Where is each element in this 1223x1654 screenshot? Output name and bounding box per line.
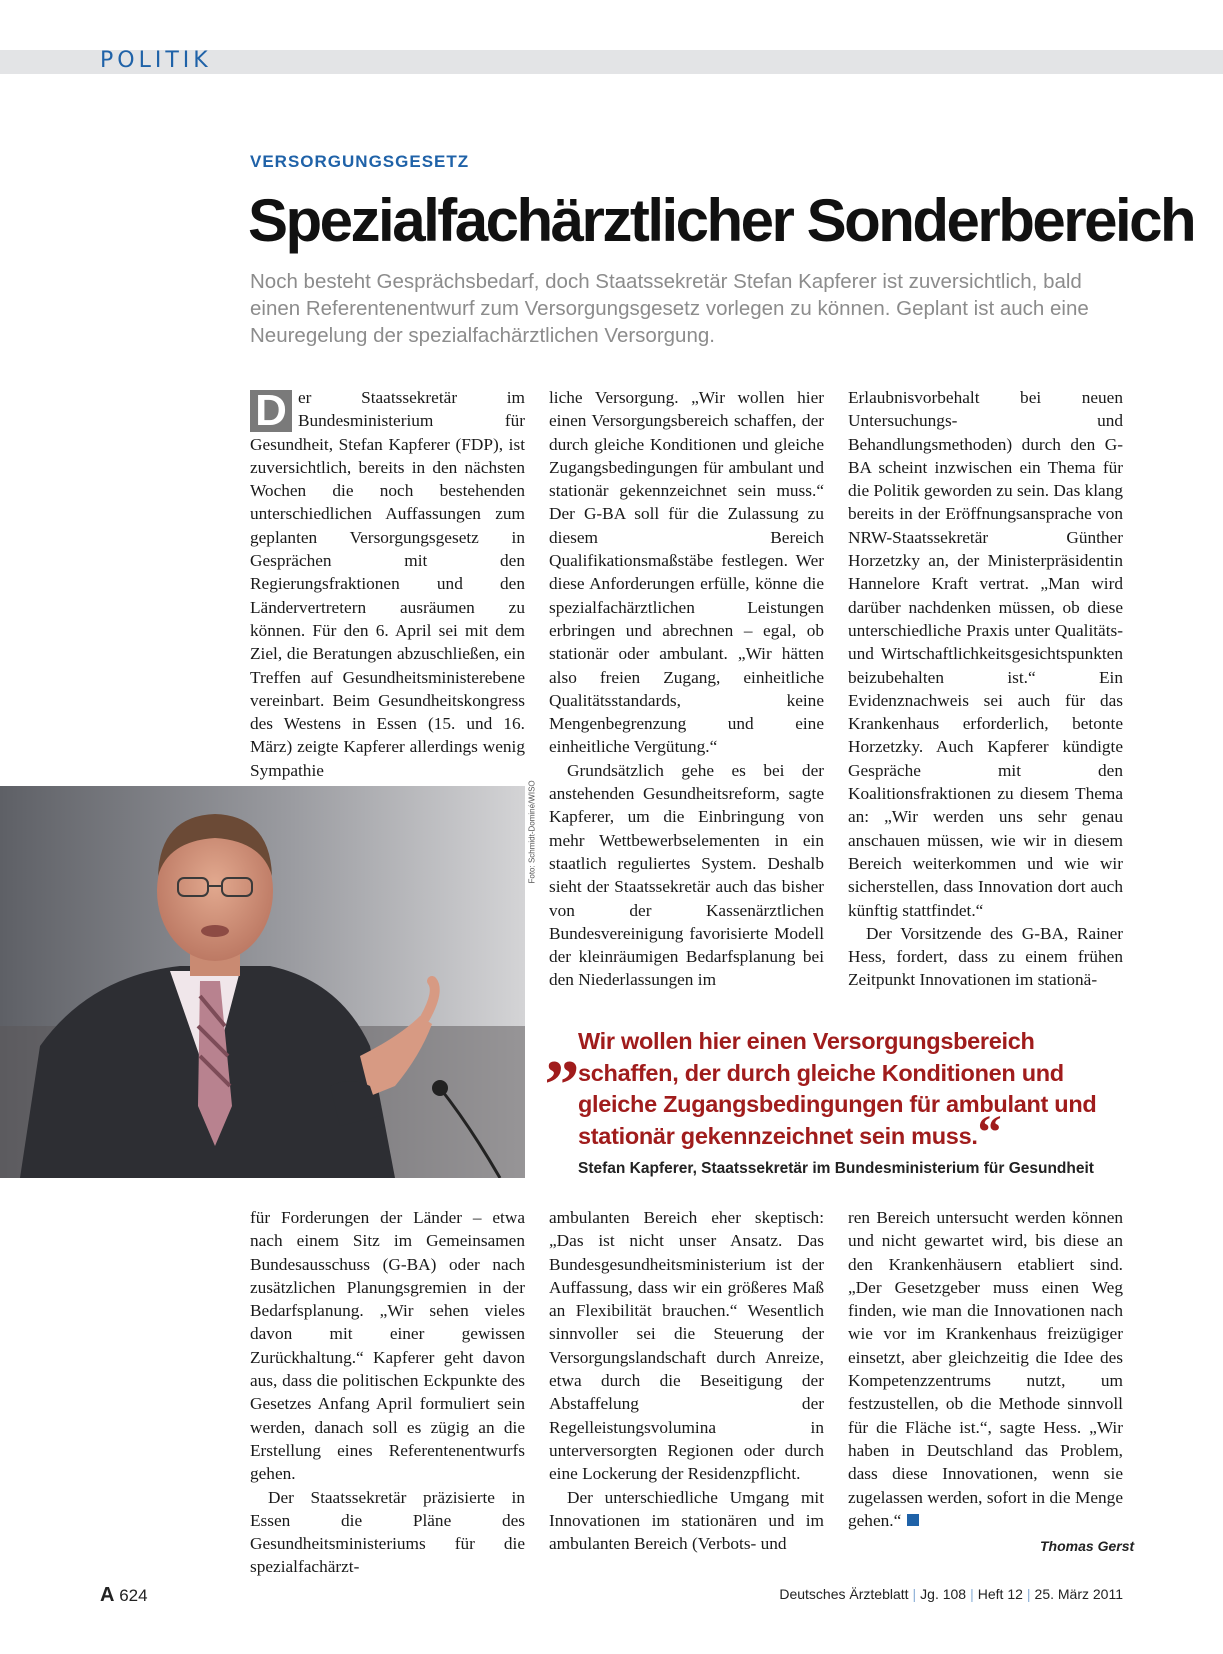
article-kicker: VERSORGUNGSGESETZ bbox=[250, 152, 470, 171]
upper-column-2 bbox=[549, 386, 824, 992]
lower-col2-para-2: Der unterschiedliche Umgang mit Innovationen im stationären und im ambulanten Bereich (Verbots- und bbox=[549, 1487, 824, 1554]
article-headline: Spezialfachärztlicher Sonderbereich bbox=[248, 187, 1195, 254]
drop-cap: D bbox=[250, 390, 292, 432]
upper-col2-para-1: liche Versorgung. „Wir wollen hier einen Versorgungsbereich schaffen, der durch gleiche Konditionen und gleiche Zugangsbedingungen für ambulant und stationär gekennzeichnet sein muss.“ Der G-BA soll für die Zulassung zu diesem Bereich Qualifikationsmaßstäbe festlegen. Wer diese Anforderungen erfülle, könne die spezialfachärztlichen Leistungen erbringen und abrechnen – egal, ob stationär oder ambulant. „Wir hätten also freien Zugang, einheitliche Qualitätsstandards, keine Mengenbegrenzung und eine einheitliche Vergütung.“ bbox=[549, 388, 824, 757]
speaker-photo-illustration bbox=[0, 786, 525, 1178]
page-prefix: A bbox=[100, 1584, 115, 1606]
pullquote-open-mark: „ bbox=[545, 1011, 580, 1088]
journal-volume: Jg. 108 bbox=[920, 1586, 967, 1602]
lower-col1-para-2: Der Staatssekretär präzisierte in Essen die Pläne des Gesundheitsministeriums für die spezialfachärzt- bbox=[250, 1487, 525, 1577]
page-number bbox=[100, 1584, 148, 1607]
upper-column-1 bbox=[250, 386, 525, 782]
lower-col3-para-1: ren Bereich untersucht werden können und nicht gewartet wird, bis diese an den Krankenhäusern etabliert sind. „Der Gesetzgeber muss einen Weg finden, wie man die Innovationen nach wie vor im Krankenhaus freizügiger einsetzt, aber gleichzeitig die Idee des Kompetenzzentrums nutzt, um festzustellen, ob die Methode sinnvoll für die Fläche ist.“, sagte Hess. „Wir haben in Deutschland das Problem, dass diese Innovationen, wenn sie zugelassen werden, sofort in die Menge gehen.“ bbox=[848, 1208, 1123, 1530]
section-label: POLITIK bbox=[100, 48, 212, 73]
article-lead: Noch besteht Gesprächsbedarf, doch Staatssekretär Stefan Kapferer ist zuversichtlich, bald einen Referentenentwurf zum Versorgungsgesetz vorlegen zu können. Geplant ist auch eine Neuregelung der spezialfachärztlichen Versorgung. bbox=[250, 270, 1089, 347]
upper-col1-text: er Staatssekretär im Bundesministerium für Gesundheit, Stefan Kapferer (FDP), ist zuversichtlich, bereits in den nächsten Wochen die noch bestehenden unterschiedlichen Auffassungen zum geplanten Versorgungsgesetz in Gesprächen mit den Regierungsfraktionen und den Ländervertretern ausräumen zu können. Für den 6. April sei mit dem Ziel, die Beratungen abzuschließen, ein Treffen auf Gesundheitsministerebene vereinbart. Beim Gesundheitskongress des Westens in Essen (15. und 16. März) zeigte Kapferer allerdings wenig Sympathie bbox=[250, 388, 525, 780]
upper-col3-para-2: Der Vorsitzende des G-BA, Rainer Hess, fordert, dass zu einem frühen Zeitpunkt Innovationen im stationä- bbox=[848, 923, 1123, 990]
upper-col3-para-1: Erlaubnisvorbehalt bei neuen Untersuchungs- und Behandlungsmethoden) durch den G-BA scheint inzwischen ein Thema für die Politik geworden zu sein. Das klang bereits in der Eröffnungsansprache von NRW-Staatssekretär Günther Horzetzky an, der Ministerpräsidentin Hannelore Kraft vertrat. „Man wird darüber nachdenken müssen, ob diese unterschiedliche Praxis unter Qualitäts- und Wirtschaftlichkeitsgesichtspunkten beizubehalten ist.“ Ein Evidenznachweis sei auch für das Krankenhaus erforderlich, betonte Horzetzky. Auch Kapferer kündigte Gespräche mit den Koalitionsfraktionen zu diesem Thema an: „Wir werden uns sehr genau anschauen müssen, wie wir in diesem Bereich weiterkommen und wie wir sicherstellen, dass Innovation dort auch künftig stattfindet.“ bbox=[848, 388, 1124, 920]
photo-credit bbox=[524, 780, 538, 886]
lower-column-1 bbox=[250, 1206, 525, 1579]
journal-date: 25. März 2011 bbox=[1034, 1586, 1123, 1602]
pullquote bbox=[578, 1026, 1138, 1159]
lower-col2-para-1: ambulanten Bereich eher skeptisch: „Das ist nicht unser Ansatz. Das Bundesgesundheitsministerium ist der Auffassung, dass wir ein größeres Maß an Flexibilität brauchen.“ Wesentlich sinnvoller sei die Steuerung der Versorgungslandschaft durch Anreize, etwa durch die Beseitigung der Abstaffelung der Regelleistungsvolumina in unterversorgten Regionen oder durch eine Lockerung der Residenzpflicht. bbox=[549, 1208, 824, 1484]
lower-column-2 bbox=[549, 1206, 824, 1555]
pullquote-text: Wir wollen hier einen Versorgungsbereich schaffen, der durch gleiche Konditionen und gleiche Zugangsbedingungen für ambulant und stationär gekennzeichnet sein muss. bbox=[578, 1028, 1097, 1149]
end-mark-icon bbox=[907, 1514, 919, 1526]
author-byline: Thomas Gerst bbox=[1040, 1538, 1135, 1554]
upper-column-3 bbox=[848, 386, 1123, 992]
page-number-value: 624 bbox=[119, 1586, 148, 1605]
photo-credit-text: Foto: Schmidt-Dominé/WISO bbox=[527, 780, 537, 884]
journal-info: Deutsches Ärzteblatt | Jg. 108 | Heft 12 | 25. März 2011 bbox=[779, 1586, 1123, 1602]
pullquote-close-mark: “ bbox=[977, 1105, 1002, 1159]
lower-col1-para-1: für Forderungen der Länder – etwa nach einem Sitz im Gemeinsamen Bundesausschuss (G-BA) oder nach zusätzlichen Planungsgremien in der Bedarfsplanung. „Wir sehen vieles davon mit einer gewissen Zurückhaltung.“ Kapferer geht davon aus, dass die politischen Eckpunkte des Gesetzes Anfang April formuliert sein werden, danach soll es zügig an die Erstellung eines Referentenentwurfs gehen. bbox=[250, 1208, 525, 1484]
article-photo bbox=[0, 786, 525, 1178]
journal-issue: Heft 12 bbox=[977, 1586, 1023, 1602]
upper-col2-para-2: Grundsätzlich gehe es bei der anstehenden Gesundheitsreform, sagte Kapferer, um die Einbringung von mehr Wettbewerbselementen in ein staatlich reguliertes System. Deshalb sieht der Staatssekretär auch das bisher von der Kassenärztlichen Bundesvereinigung favorisierte Modell der kleinräumigen Bedarfsplanung bei den Niederlassungen im bbox=[549, 760, 824, 990]
pullquote-source: Stefan Kapferer, Staatssekretär im Bundesministerium für Gesundheit bbox=[578, 1160, 1094, 1177]
lower-column-3 bbox=[848, 1206, 1123, 1532]
journal-name: Deutsches Ärzteblatt bbox=[779, 1586, 909, 1602]
